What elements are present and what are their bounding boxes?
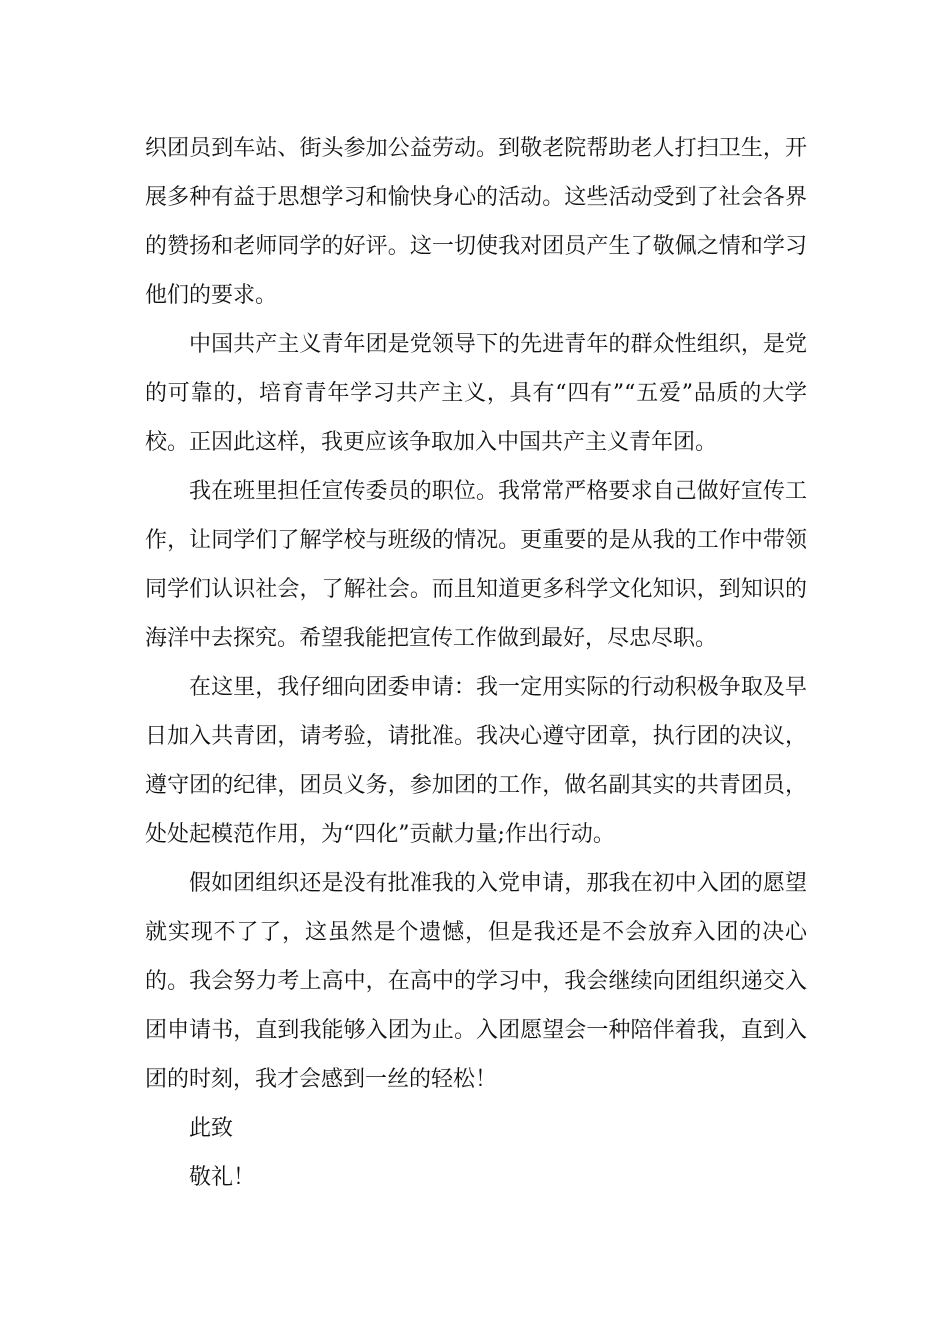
paragraph-publicity-role: 我在班里担任宣传委员的职位。我常常严格要求自己做好宣传工作，让同学们了解学校与班级的情况。更重要的是从我的工作中带领同学们认识社会，了解社会。而且知道更多科学文化知识，到知识的海洋中去探究。希望我能把宣传工作做到最好，尽忠尽职。 [145, 479, 807, 651]
paragraph-continuation: 织团员到车站、街头参加公益劳动。到敬老院帮助老人打扫卫生，开展多种有益于思想学习和愉快身心的活动。这些活动受到了社会各界的赞扬和老师同学的好评。这一切使我对团员产生了敬佩之情和学习他们的要求。 [145, 136, 807, 308]
paragraph-youth-league: 中国共产主义青年团是党领导下的先进青年的群众性组织，是党的可靠的，培育青年学习共产主义，具有“四有”“五爱”品质的大学校。正因此这样，我更应该争取加入中国共产主义青年团。 [145, 332, 807, 455]
paragraph-application: 在这里，我仔细向团委申请：我一定用实际的行动积极争取及早日加入共青团，请考验，请批准。我决心遵守团章，执行团的决议，遵守团的纪律，团员义务，参加团的工作，做名副其实的共青团员，处处起模范作用，为“四化”贡献力量;作出行动。 [145, 675, 807, 847]
closing-salutation: 此致 [189, 1116, 234, 1141]
paragraph-determination: 假如团组织还是没有批准我的入党申请，那我在初中入团的愿望就实现不了了，这虽然是个遗憾，但是我还是不会放弃入团的决心的。我会努力考上高中，在高中的学习中，我会继续向团组织递交入团申请书，直到我能够入团为止。入团愿望会一种陪伴着我，直到入团的时刻，我才会感到一丝的轻松！ [145, 871, 807, 1092]
document-body [145, 124, 807, 1202]
closing-regards: 敬礼！ [189, 1165, 256, 1190]
